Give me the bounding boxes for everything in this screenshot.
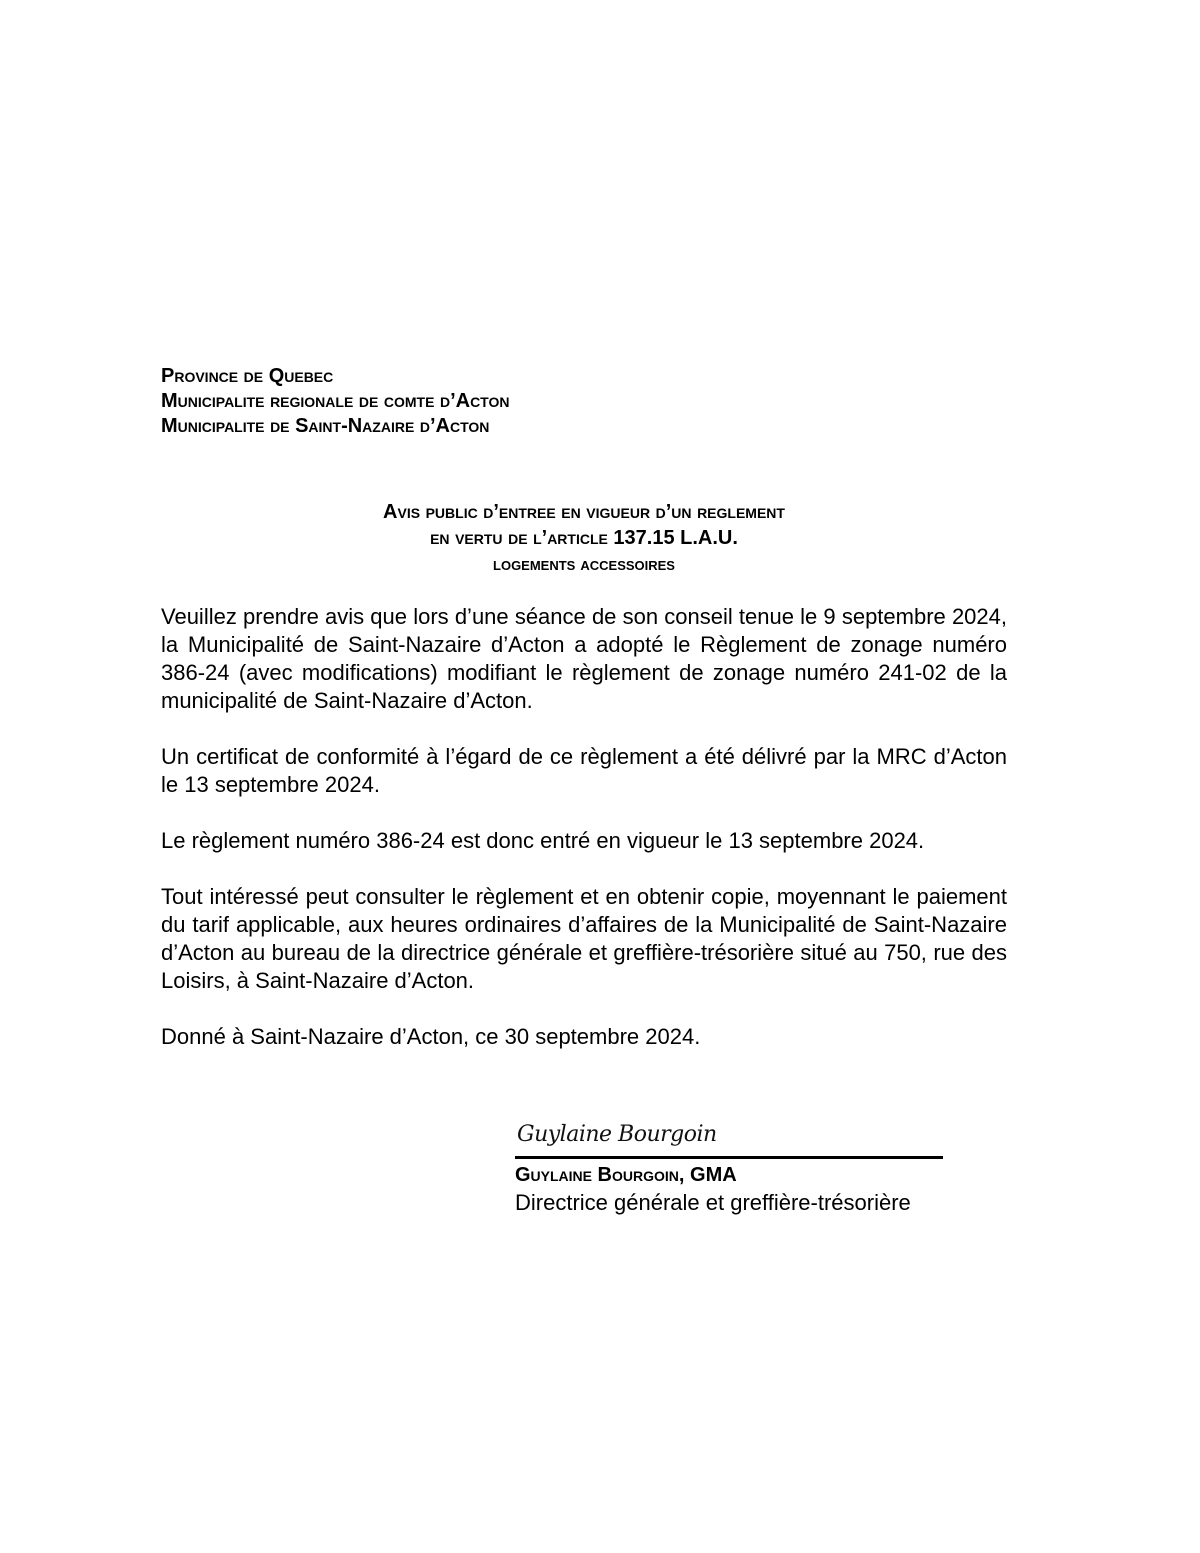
header-municipality: Municipalite de Saint-Nazaire d’Acton xyxy=(161,415,490,437)
header-province: Province de Quebec xyxy=(161,365,334,387)
signature-block xyxy=(515,1118,945,1217)
paragraph-consultation: Tout intéressé peut consulter le règlement et en obtenir copie, moyennant le paiement du tarif applicable, aux heures ordinaires d’affaires de la Municipalité de Saint-Nazaire d’Acton au bureau de la directrice générale et greffière-trésorière situé au 750, rue des Loisirs, à Saint-Nazaire d’Acton. xyxy=(161,884,1007,993)
signer-name: Guylaine Bourgoin, GMA xyxy=(515,1164,737,1186)
paragraph-in-force: Le règlement numéro 386-24 est donc entré en vigueur le 13 septembre 2024. xyxy=(161,828,925,853)
paragraph-adoption: Veuillez prendre avis que lors d’une séance de son conseil tenue le 9 septembre 2024, la Municipalité de Saint-Nazaire d’Acton a adopté le Règlement de zonage numéro 386-24 (avec modifications) modifiant le règlement de zonage numéro 241-02 de la municipalité de Saint-Nazaire d’Acton. xyxy=(161,604,1007,713)
handwritten-signature: Guylaine Bourgoin xyxy=(517,1122,717,1147)
notice-title xyxy=(161,499,1007,577)
title-line-1: Avis public d’entree en vigueur d’un reglement xyxy=(383,501,785,523)
title-line-3: logements accessoires xyxy=(493,554,675,574)
notice-body xyxy=(161,603,1007,1079)
paragraph-certificate: Un certificat de conformité à l’égard de ce règlement a été délivré par la MRC d’Acton le 13 septembre 2024. xyxy=(161,744,1007,797)
title-line-2: en vertu de l’article 137.15 L.A.U. xyxy=(430,527,738,549)
signature-line xyxy=(515,1156,943,1159)
paragraph-given-at: Donné à Saint-Nazaire d’Acton, ce 30 septembre 2024. xyxy=(161,1024,701,1049)
signer-title: Directrice générale et greffière-trésorière xyxy=(515,1190,911,1215)
jurisdiction-header xyxy=(161,364,861,439)
header-mrc: Municipalite regionale de comte d’Acton xyxy=(161,390,510,412)
